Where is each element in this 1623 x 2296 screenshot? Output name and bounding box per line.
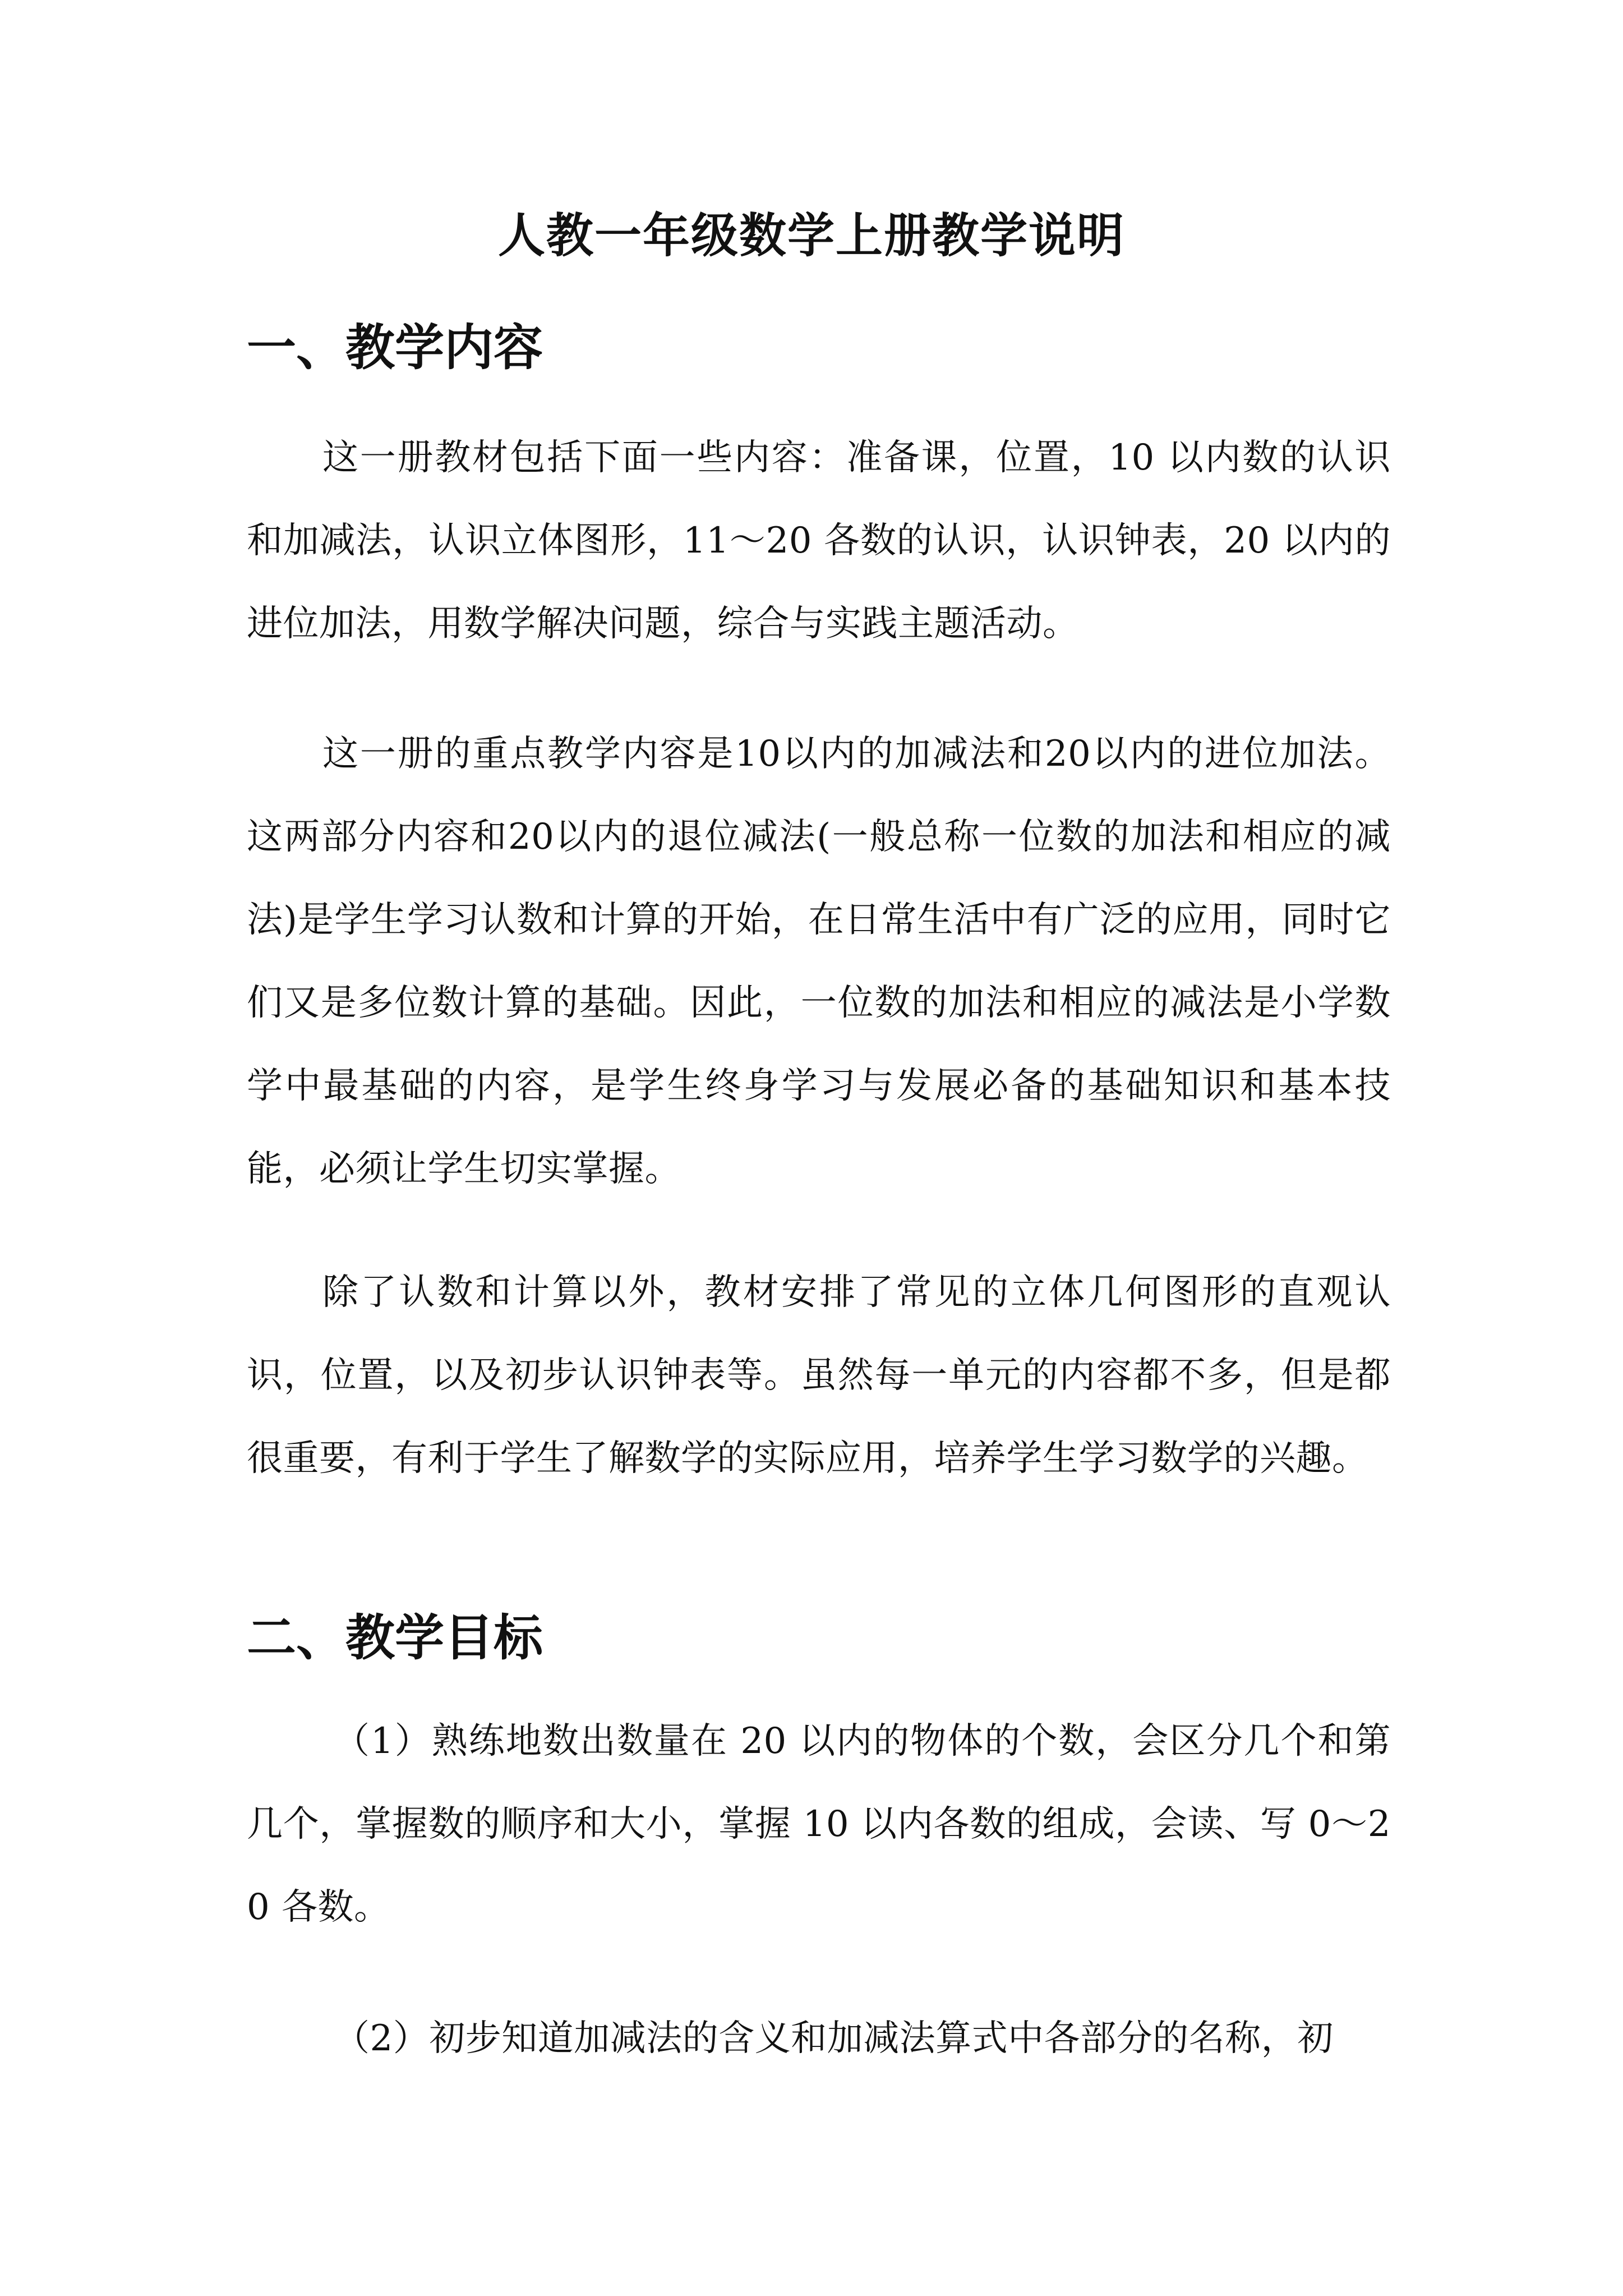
paragraph: 除了认数和计算以外，教材安排了常见的立体几何图形的直观认识，位置，以及初步认识钟表等。虽然每一单元的内容都不多，但是都很重要，有利于学生了解数学的实际应用，培养学生学习数学的兴趣。 (247, 1272, 1391, 1479)
paragraph: （2）初步知道加减法的含义和加减法算式中各部分的名称，初 (334, 2018, 1334, 2059)
paragraph: 这一册教材包括下面一些内容：准备课，位置，10 以内数的认识和加减法，认识立体图形，11～20 各数的认识，认识钟表，20 以内的进位加法，用数学解决问题，综合与实践主题活动。 (247, 437, 1391, 645)
section-heading-teaching-content: 一、教学内容 (247, 319, 543, 376)
section-heading-teaching-goals: 二、教学目标 (247, 1609, 543, 1667)
paragraph: （1）熟练地数出数量在 20 以内的物体的个数，会区分几个和第几个，掌握数的顺序和大小，掌握 10 以内各数的组成，会读、写 0～20 各数。 (247, 1720, 1391, 1928)
paragraph: 这一册的重点教学内容是10以内的加减法和20以内的进位加法。这两部分内容和20以内的退位减法(一般总称一位数的加法和相应的减法)是学生学习认数和计算的开始，在日常生活中有广泛的应用，同时它们又是多位数计算的基础。因此，一位数的加法和相应的减法是小学数学中最基础的内容，是学生终身学习与发展必备的基础知识和基本技能，必须让学生切实掌握。 (247, 733, 1391, 1190)
document-title: 人教一年级数学上册教学说明 (497, 208, 1125, 263)
